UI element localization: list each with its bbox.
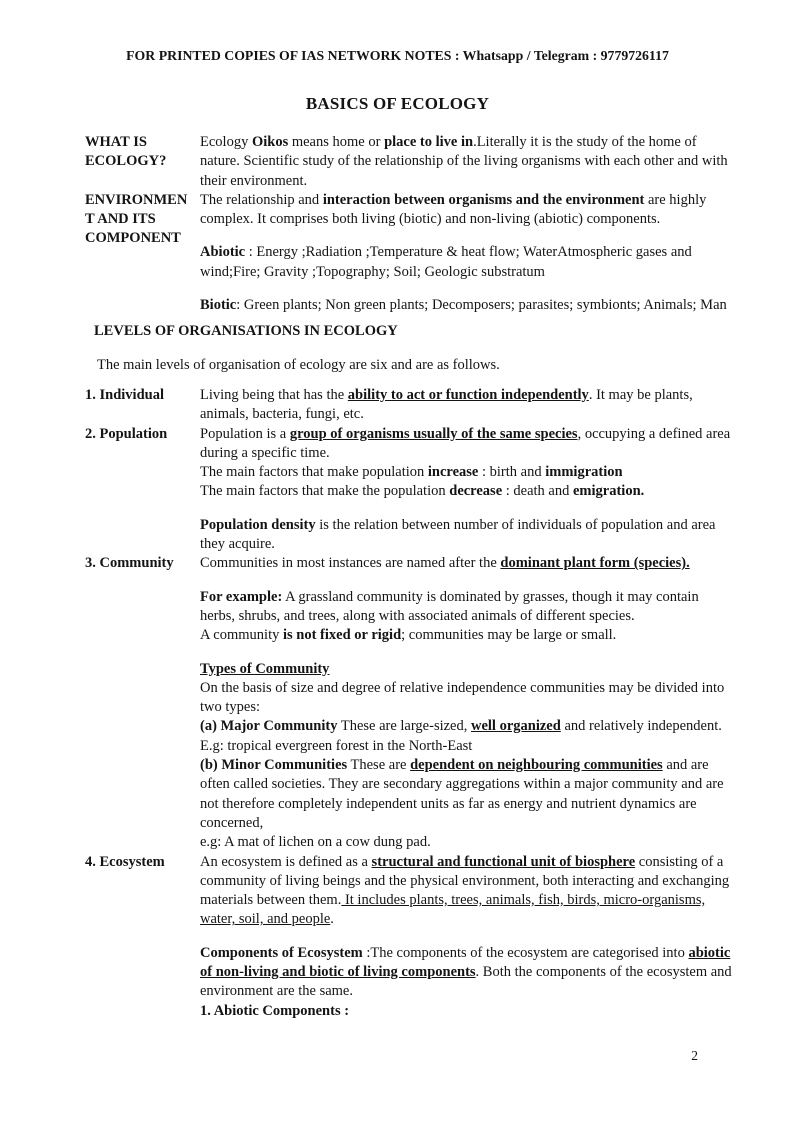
text-run: A grassland community is dominated by grasses, though it may contain herbs, shrubs, and trees, along with associated animals of different species. — [200, 588, 699, 624]
row-label: 3. Community — [85, 555, 174, 572]
page-number: 2 — [691, 1047, 698, 1063]
text-run: decrease — [449, 483, 503, 500]
content-area — [85, 133, 737, 1021]
row-label: 2. Population — [85, 425, 168, 442]
text-run: ; communities may be large or small. — [401, 627, 617, 644]
paragraph — [200, 853, 737, 930]
text-run: place to live in — [384, 134, 474, 150]
paragraph — [200, 191, 737, 230]
text-run: group of organisms usually of the same species — [289, 425, 578, 442]
row-content — [200, 853, 737, 1021]
levels-table — [85, 386, 737, 1021]
paragraph — [200, 646, 737, 660]
text-run: . — [330, 911, 334, 928]
text-run: and are often called societies. They are secondary aggregations within a major community and are not therefore completely independent units as far as energy and nutrient dynamics are concerned, — [200, 757, 724, 831]
row-label: WHAT IS ECOLOGY? — [85, 134, 167, 170]
text-run: The main factors that make the population — [200, 483, 450, 500]
table-row — [85, 425, 737, 555]
document-title: BASICS OF ECOLOGY — [305, 94, 490, 113]
text-run: . It may be plants, animals, bacteria, fungi, etc. — [200, 386, 693, 423]
text-run: Types of Community — [200, 660, 330, 677]
paragraph — [200, 463, 737, 482]
text-run: increase — [427, 464, 479, 481]
paragraph — [200, 930, 737, 944]
text-run: is not fixed or rigid — [282, 627, 402, 644]
text-run: These are large-sized, — [337, 718, 471, 735]
text-run: dependent on neighbouring communities — [410, 757, 663, 774]
text-run: Ecology — [200, 134, 252, 150]
row-content — [200, 191, 737, 315]
text-run: emigration. — [573, 483, 645, 500]
row-content — [200, 386, 737, 425]
table-row — [85, 554, 737, 852]
row-label: 1. Individual — [85, 386, 164, 403]
paragraph — [200, 944, 737, 1002]
text-run: 1. Abiotic Components : — [200, 1002, 350, 1019]
text-run: Components of Ecosystem — [200, 944, 363, 961]
paragraph — [200, 554, 737, 573]
text-run: (b) Minor Communities — [200, 757, 348, 774]
text-run: : birth and — [478, 464, 546, 481]
paragraph — [200, 574, 737, 588]
paragraph — [200, 516, 737, 555]
paragraph — [200, 386, 737, 425]
page-header: FOR PRINTED COPIES OF IAS NETWORK NOTES : Whatsapp / Telegram : 9779726117 — [126, 48, 669, 63]
text-run: On the basis of size and degree of relative independence communities may be divided into two types: — [200, 679, 725, 716]
text-run: E.g: tropical evergreen forest in the North-East — [200, 737, 473, 754]
text-run: Communities in most instances are named after the — [200, 555, 501, 572]
text-run: abiotic of non-living and biotic of living components — [200, 944, 731, 980]
text-run: These are — [347, 757, 411, 774]
text-run: e.g: A mat of lichen on a cow dung pad. — [200, 834, 431, 851]
row-content — [200, 133, 737, 191]
text-run: A community — [200, 627, 283, 644]
paragraph — [200, 1002, 737, 1021]
text-run: : Green plants; Non green plants; Decomposers; parasites; symbionts; Animals; Man — [236, 297, 727, 314]
paragraph — [200, 660, 737, 679]
text-run: :The components of the ecosystem are categorised into — [362, 944, 689, 961]
row-label: ENVIRONMEN T AND ITS COMPONENT — [85, 191, 188, 247]
paragraph — [200, 502, 737, 516]
table-row — [85, 133, 737, 191]
text-run: : death and — [502, 483, 573, 500]
definitions-table — [85, 133, 737, 315]
text-run: interaction between organisms and the environment — [322, 191, 645, 208]
text-run: Oikos — [251, 134, 289, 150]
text-run: structural and functional unit of biosphere — [371, 853, 636, 870]
row-content — [200, 554, 737, 852]
row-label: 4. Ecosystem — [85, 853, 165, 870]
text-run: .Literally it is the study of the home of nature. Scientific study of the relationship of the living organisms with each other and with their environment. — [200, 134, 728, 189]
text-run: Population is a — [200, 425, 290, 442]
intro-line: The main levels of organisation of ecology are six and are as follows. — [97, 356, 500, 373]
text-run: is the relation between number of individuals of population and area they acquire. — [200, 516, 716, 553]
paragraph — [200, 482, 737, 501]
text-run: . Both the components of the ecosystem and environment are the same. — [200, 963, 732, 1000]
text-run: Population density — [200, 516, 316, 533]
text-run: means home or — [288, 134, 385, 150]
text-run: immigration — [545, 464, 623, 481]
paragraph — [200, 756, 737, 833]
table-row — [85, 386, 737, 425]
paragraph — [200, 626, 737, 645]
text-run: and relatively independent. — [560, 718, 722, 735]
row-content — [200, 425, 737, 555]
paragraph — [200, 282, 737, 296]
text-run: Abiotic — [200, 244, 246, 261]
text-run: : Energy ;Radiation ;Temperature & heat flow; WaterAtmospheric gases and wind;Fire; Gravity ;Topography; Soil; Geologic substratum — [200, 244, 692, 280]
text-run: , occupying a defined area during a specific time. — [200, 425, 731, 461]
text-run: The main factors that make population — [200, 464, 428, 481]
table-row — [85, 191, 737, 315]
text-run: For example: — [200, 588, 283, 605]
text-run: ability to act or function independently — [347, 386, 589, 403]
table-row — [85, 853, 737, 1021]
paragraph — [200, 588, 737, 627]
paragraph — [200, 717, 737, 736]
text-run: well organized — [471, 718, 561, 735]
text-run: (a) Major Community — [200, 718, 338, 735]
text-run: The relationship and — [200, 191, 323, 208]
paragraph — [200, 243, 737, 282]
section-heading: LEVELS OF ORGANISATIONS IN ECOLOGY — [94, 323, 398, 340]
text-run: Biotic — [200, 297, 237, 314]
paragraph — [200, 737, 737, 756]
paragraph — [200, 833, 737, 852]
text-run: consisting of a community of living beings and the physical environment, both interacting and exchanging materials between them. — [200, 853, 730, 909]
text-run: An ecosystem is defined as a — [200, 853, 372, 870]
paragraph — [200, 425, 737, 464]
text-run: It includes plants, trees, animals, fish, birds, micro-organisms, water, soil, and people — [200, 892, 706, 928]
paragraph — [200, 679, 737, 718]
paragraph — [200, 296, 737, 315]
text-run: dominant plant form (species). — [500, 555, 690, 572]
text-run: are highly complex. It comprises both living (biotic) and non-living (abiotic) components. — [200, 191, 707, 228]
paragraph — [200, 229, 737, 243]
text-run: Living being that has the — [200, 386, 348, 403]
paragraph — [200, 133, 737, 191]
